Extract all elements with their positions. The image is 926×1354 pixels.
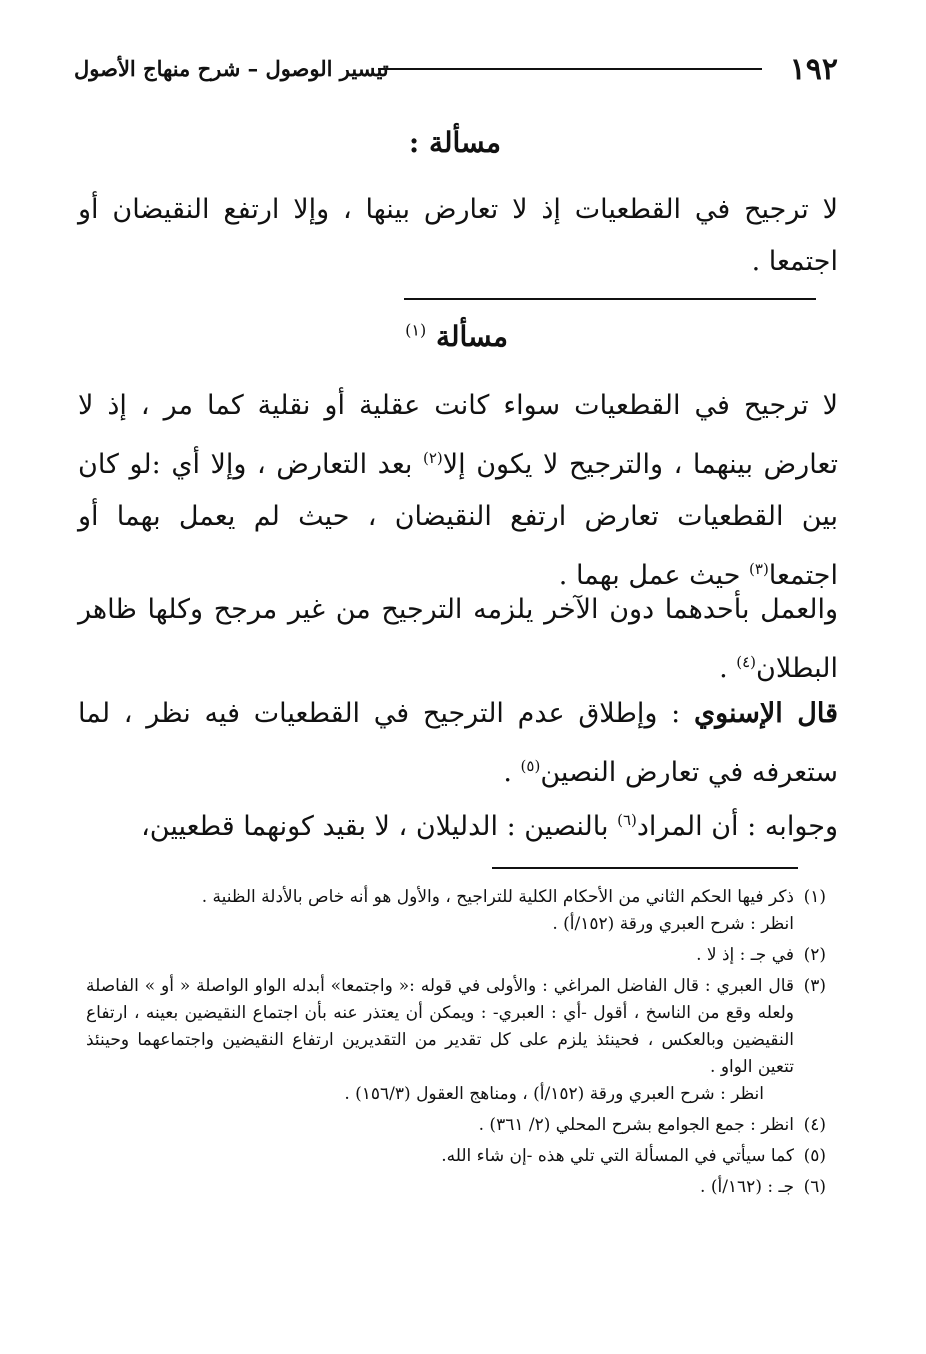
- section-heading-2: [405, 320, 508, 353]
- footnote-number: (٢): [803, 945, 826, 965]
- footnote-ref: (٥): [520, 757, 541, 775]
- paragraph-2: [78, 584, 838, 695]
- footnote-number: (٥): [803, 1146, 826, 1166]
- footnote-text: انظر : جمع الجوامع بشرح المحلي (٢/ ٣٦١) .: [478, 1115, 794, 1135]
- footnote-item: [86, 1174, 826, 1201]
- paragraph-3: [78, 688, 838, 799]
- paragraph-text: : وإطلاق عدم الترجيح في القطعيات فيه نظر ، لما ستعرفه في تعارض النصين: [78, 698, 838, 788]
- footnote-item: [86, 973, 826, 1108]
- paragraph-text: بعد التعارض ، وإلا أي :لو كان بين القطعيات تعارض ارتفع النقيضان ، حيث لم يعمل بهما أو اجتمعا: [78, 449, 838, 591]
- footnote-number: (٣): [803, 976, 826, 996]
- footnote-text: انظر : شرح العبري ورقة (١٥٢/أ) ، ومناهج العقول (١٥٦/٣) .: [344, 1084, 764, 1104]
- footnote-text: كما سيأتي في المسألة التي تلي هذه -إن شاء الله.: [441, 1146, 794, 1166]
- paragraph-text: .: [719, 653, 737, 684]
- page-header: [70, 52, 840, 92]
- paragraph-text: لا ترجيح في القطعيات سواء كانت عقلية أو نقلية كما مر ، إذ لا تعارض بينهما ، والترجيح لا يكون إلا: [78, 390, 838, 480]
- quote-author: قال الإسنوي: [693, 698, 838, 729]
- footnote-item: [86, 1112, 826, 1139]
- footnote-text: ذكر فيها الحكم الثاني من الأحكام الكلية للتراجيح ، والأول هو أنه خاص بالأدلة الظنية .: [201, 887, 794, 907]
- footnote-number: (١): [803, 887, 826, 907]
- footnotes: [86, 884, 826, 1201]
- paragraph-text: والعمل بأحدهما دون الآخر يلزمه الترجيح من غير مرجح وكلها ظاهر البطلان: [78, 594, 838, 684]
- footnote-text: قال العبري : قال الفاضل المراغي : والأولى في قوله :« واجتمعا» أبدله الواو الواصلة « أو » الفاصلة ولعله وقع من الناسخ ، أقول -أي : العبري- : ويمكن أن يعتذر عنه بأن اجتماع النقيضين بعينه ، ارتفاع النقيضين وبالعكس ، فحينئذ يلزم على كل تقدير من التقديرين ارتفاع النقيضين واجتماعهما وحينئذ تتعين الواو .: [86, 976, 794, 1077]
- footnote-number: (٦): [803, 1177, 826, 1197]
- paragraph-text: وجوابه : أن المراد: [636, 811, 838, 842]
- section-heading-2-label: مسألة: [435, 320, 508, 353]
- paragraph-text: حيث عمل بهما .: [558, 560, 750, 591]
- footnote-separator: [492, 867, 798, 869]
- section-heading: مسألة :: [408, 126, 501, 159]
- footnote-ref: (٢): [422, 449, 443, 467]
- footnote-text: انظر : شرح العبري ورقة (١٥٢/أ) .: [552, 914, 794, 934]
- footnote-number: (٤): [803, 1115, 826, 1135]
- footnote-item: [86, 942, 826, 969]
- footnote-text: جـ : (١٦٢/أ) .: [700, 1177, 794, 1197]
- footnote-ref: (٤): [736, 653, 757, 671]
- section-text: لا ترجيح في القطعيات إذ لا تعارض بينها ، وإلا ارتفع النقيضان أو اجتمعا .: [78, 194, 838, 277]
- footnote-text: في جـ : إذ لا .: [696, 945, 794, 965]
- paragraph-1: [78, 380, 838, 602]
- paragraph-text: بالنصين : الدليلان ، لا بقيد كونهما قطعيين،: [141, 811, 618, 842]
- paragraph-text: .: [503, 757, 521, 788]
- section-divider: [404, 298, 816, 300]
- footnote-ref: (٦): [617, 811, 637, 829]
- footnote-ref: (١): [405, 320, 427, 340]
- page-number: ١٩٢: [789, 52, 838, 87]
- running-title: تيسير الوصول – شرح منهاج الأصول: [74, 56, 389, 81]
- header-rule: [378, 68, 762, 70]
- paragraph-4: [78, 794, 838, 853]
- footnote-ref: (٣): [749, 560, 769, 578]
- footnote-item: [86, 884, 826, 938]
- footnote-item: [86, 1143, 826, 1170]
